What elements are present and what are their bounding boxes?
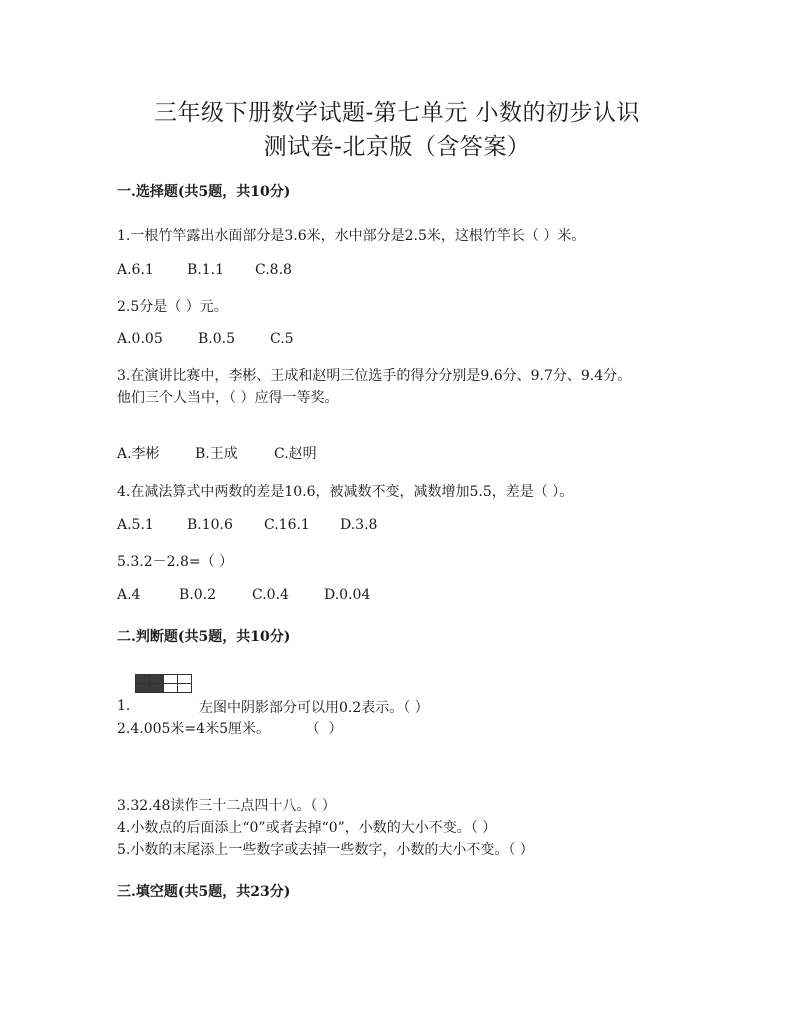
section-heading-judge: 二.判断题(共5题，共10分) <box>117 629 291 645</box>
option-b: B.1.1 <box>187 262 225 278</box>
options-q4 <box>117 517 377 533</box>
option-a: A.0.05 <box>117 331 163 347</box>
option-c: C.8.8 <box>255 262 292 278</box>
option-a: A.5.1 <box>117 517 154 533</box>
judge-5: 5.小数的末尾添上一些数字或去掉一些数字，小数的大小不变。（ ） <box>117 842 534 858</box>
option-a: A.4 <box>117 587 141 603</box>
question-5: 5.3.2－2.8=（ ） <box>117 554 234 570</box>
option-a: A.6.1 <box>117 262 154 278</box>
option-c: C.5 <box>270 331 294 347</box>
section-heading-choice: 一.选择题(共5题，共10分) <box>117 184 291 200</box>
judge-1-number: 1. <box>117 698 131 714</box>
option-b: B.10.6 <box>187 517 233 533</box>
title-line-1: 三年级下册数学试题-第七单元 小数的初步认识 <box>153 100 641 126</box>
question-4: 4.在减法算式中两数的差是10.6，被减数不变，减数增加5.5，差是（ ）。 <box>117 484 574 500</box>
grid-cell-shaded <box>150 675 164 692</box>
shaded-grid-figure <box>135 674 192 693</box>
judge-4: 4.小数点的后面添上“0”或者去掉“0”，小数的大小不变。（ ） <box>117 820 497 836</box>
option-b: B.0.5 <box>198 331 236 347</box>
title-line-2: 测试卷-北京版（含答案） <box>263 134 531 160</box>
option-a: A.李彬 <box>117 446 160 462</box>
options-q3 <box>117 443 317 463</box>
question-1: 1.一根竹竿露出水面部分是3.6米，水中部分是2.5米，这根竹竿长（ ）米。 <box>117 228 586 244</box>
options-q2 <box>117 331 294 347</box>
option-d: D.0.04 <box>324 587 371 603</box>
judge-2: 2.4.005米=4米5厘米。 （ ） <box>117 721 343 737</box>
question-3-line-2: 他们三个人当中，（ ）应得一等奖。 <box>117 390 339 406</box>
section-heading-fill: 三.填空题(共5题，共23分) <box>117 884 291 900</box>
options-q1 <box>117 262 292 278</box>
question-3: 3.在演讲比赛中，李彬、王成和赵明三位选手的得分分别是9.6分、9.7分、9.4分。 <box>117 368 632 384</box>
option-c: C.赵明 <box>274 446 317 462</box>
grid-cell <box>178 675 191 692</box>
option-c: C.16.1 <box>264 517 310 533</box>
option-b: B.王成 <box>195 446 238 462</box>
grid-cell-shaded <box>136 675 150 692</box>
option-b: B.0.2 <box>179 587 217 603</box>
judge-3: 3.32.48读作三十二点四十八。（ ） <box>117 798 336 814</box>
option-d: D.3.8 <box>340 517 378 533</box>
judge-1: 左图中阴影部分可以用0.2表示。（ ） <box>199 700 429 716</box>
grid-cell <box>164 675 178 692</box>
option-c: C.0.4 <box>252 587 289 603</box>
question-2: 2.5分是（ ）元。 <box>117 299 228 315</box>
options-q5 <box>117 587 370 603</box>
